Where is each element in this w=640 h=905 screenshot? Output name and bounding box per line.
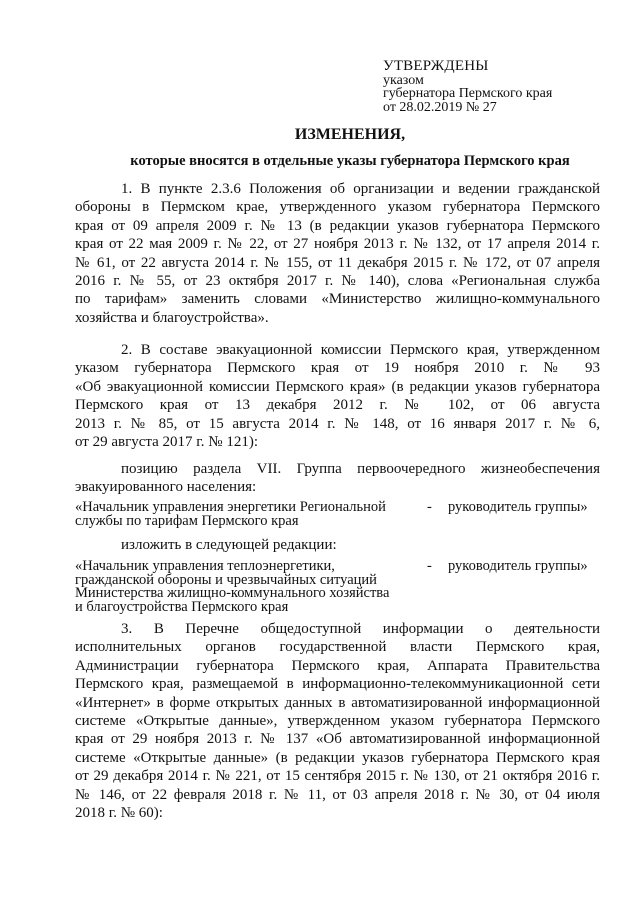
new-position-title <box>75 560 420 614</box>
text-line: эвакуированного населения: <box>75 479 257 496</box>
paragraph-3 <box>75 620 600 822</box>
text-line: системе «Открытые данные» (в редакции указов губернатора Пермского края <box>75 749 600 766</box>
old-position-title <box>75 501 415 528</box>
document-title <box>60 125 640 171</box>
text-line: указом губернатора Пермского края от 19 ноября 2010 г. № 93 <box>75 360 600 377</box>
paragraph-2b <box>75 536 600 554</box>
approval-stamp <box>383 60 552 114</box>
approval-heading: УТВЕРЖДЕНЫ <box>383 58 489 74</box>
text-line: Пермского края от 13 декабря 2012 г. № 102, от 06 августа <box>75 397 600 414</box>
text-line: системе «Открытые данные», утвержденном указом губернатора Пермского <box>75 713 600 730</box>
new-position <box>75 560 600 614</box>
new-position-role: руководитель группы» <box>448 558 588 574</box>
text-line: 3. В Перечне общедоступной информации о деятельности <box>121 621 600 637</box>
paragraph-2 <box>75 341 600 451</box>
text-line: гражданской обороны и чрезвычайных ситуаций <box>75 571 377 588</box>
dash: - <box>427 558 432 574</box>
paragraph-1 <box>75 180 600 327</box>
text-line: 2018 г. № 60): <box>75 805 163 822</box>
old-position <box>75 501 600 528</box>
text-line: № 61, от 22 августа 2014 г. № 155, от 11 декабря 2015 г. № 172, от 07 апреля <box>75 254 600 271</box>
text-line: от 29 декабря 2014 г. № 221, от 15 сентября 2015 г. № 130, от 21 октября 2016 г. <box>75 768 600 785</box>
text-line: хозяйства и благоустройства». <box>75 309 269 326</box>
text-line: «Начальник управления энергетики Региональной <box>75 499 386 515</box>
text-line: по тарифам» заменить словами «Министерство жилищно-коммунального <box>75 291 600 308</box>
text-line: от 29 августа 2017 г. № 121): <box>75 434 258 451</box>
text-line: 2013 г. № 85, от 15 августа 2014 г. № 148, от 16 января 2017 г. № 6, <box>75 415 600 432</box>
dash: - <box>427 499 432 515</box>
text-line: 1. В пункте 2.3.6 Положения об организации и ведении гражданской <box>121 181 600 197</box>
title-main: ИЗМЕНЕНИЯ, <box>294 126 406 143</box>
text-line: Министерства жилищно-коммунального хозяйства <box>75 585 390 601</box>
text-line: Пермского края, размещаемой в информационно-телекоммуникационной сети <box>75 676 600 693</box>
text-line: края от 29 ноября 2013 г. № 137 «Об автоматизированной информационной <box>75 731 600 748</box>
text-line: службы по тарифам Пермского края <box>75 512 299 529</box>
text-line: края от 22 мая 2009 г. № 22, от 27 ноября 2013 г. № 132, от 17 апреля 2014 г. <box>75 236 600 253</box>
text-line: Администрации губернатора Пермского края, Аппарата Правительства <box>75 657 600 674</box>
text-line: «Об эвакуационной комиссии Пермского края» (в редакции указов губернатора <box>75 378 600 395</box>
text-line: позицию раздела VII. Группа первоочередного жизнеобеспечения <box>121 461 600 477</box>
title-sub: которые вносятся в отдельные указы губернатора Пермского края <box>130 153 570 169</box>
text-line: № 146, от 22 февраля 2018 г. № 11, от 03 апреля 2018 г. № 30, от 04 июля <box>75 786 600 803</box>
text-line: 2. В составе эвакуационной комиссии Пермского края, утвержденном <box>121 342 600 358</box>
text-line: «Начальник управления теплоэнергетики, <box>75 558 335 574</box>
approval-line: губернатора Пермского края <box>383 86 553 101</box>
old-position-role: руководитель группы» <box>448 499 588 515</box>
text-line: и благоустройства Пермского края <box>75 598 289 615</box>
approval-line: от 28.02.2019 № 27 <box>383 99 497 115</box>
text-line: исполнительных органов государственной власти Пермского края, <box>75 639 600 656</box>
text-line: обороны в Пермском крае, утвержденного указом губернатора Пермского <box>75 199 600 216</box>
text-line: «Интернет» в форме открытых данных в автоматизированной информационной <box>75 694 600 711</box>
text-line: края от 09 апреля 2009 г. № 13 (в редакции указов губернатора Пермского <box>75 217 600 234</box>
paragraph-2a <box>75 460 600 497</box>
approval-line: указом <box>383 72 424 88</box>
text-line: изложить в следующей редакции: <box>121 537 337 553</box>
text-line: 2016 г. № 55, от 23 октября 2017 г. № 140), слова «Региональная служба <box>75 273 600 290</box>
